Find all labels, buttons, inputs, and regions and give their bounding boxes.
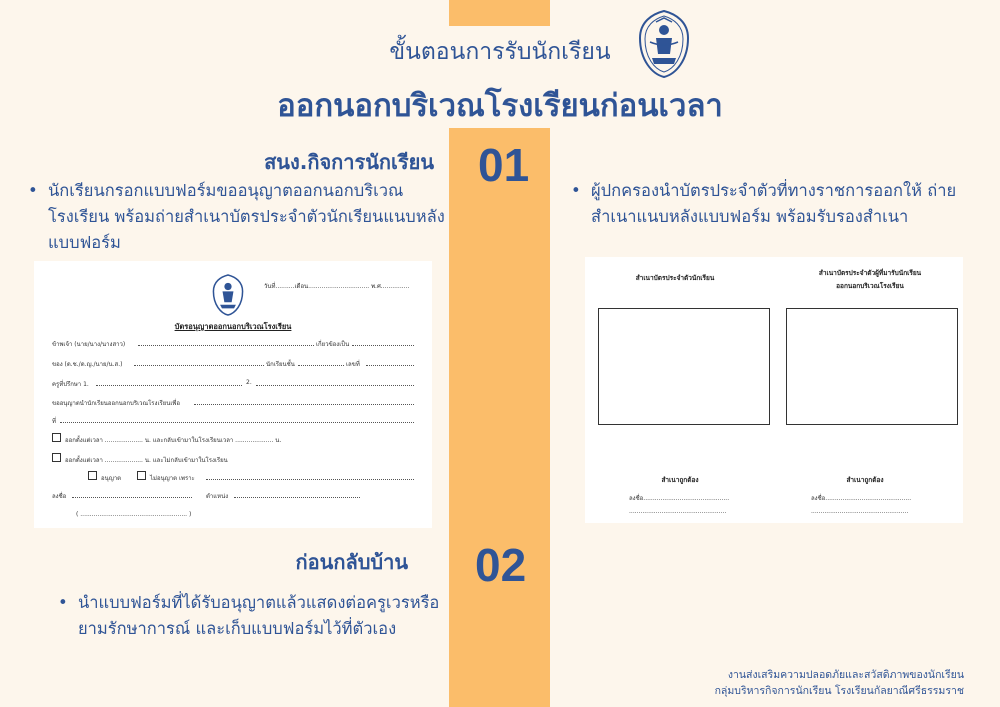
form-dotted-line: [96, 380, 242, 386]
form-dotted-line: [256, 380, 414, 386]
page-title: ออกนอกบริเวณโรงเรียนก่อนเวลา: [277, 88, 723, 124]
step-1-instruction-text: นักเรียนกรอกแบบฟอร์มขออนุญาตออกนอกบริเวณโรงเรียน พร้อมถ่ายสำเนาบัตรประจำตัวนักเรียนแนบหลังแบบฟอร์ม: [48, 181, 445, 252]
form-dotted-line: [134, 360, 264, 366]
page-subtitle: ขั้นตอนการรับนักเรียน: [389, 39, 611, 65]
form-field-label: ข้าพเจ้า (นาย/นาง/นางสาว): [52, 341, 126, 348]
accent-stripe-top: [449, 0, 550, 26]
sign-line-left: ลงชื่อ.............................................: [629, 495, 730, 502]
form-field-label: นักเรียนชั้น: [266, 361, 295, 368]
step-2-heading: ก่อนกลับบ้าน: [295, 550, 408, 574]
copy-label-guardian-1: สำเนาบัตรประจำตัวผู้ที่มารับนักเรียน: [818, 269, 922, 277]
bullet-icon: •: [58, 593, 68, 612]
accent-stripe: [449, 128, 550, 707]
form-title: บัตรอนุญาตออกนอกบริเวณโรงเรียน: [174, 322, 292, 331]
form-deny-label: ไม่อนุญาต เพราะ: [150, 475, 195, 482]
bullet-icon: •: [28, 181, 38, 200]
copy-label-guardian-2: ออกนอกบริเวณโรงเรียน: [836, 282, 904, 290]
bullet-icon: •: [571, 181, 581, 200]
form-field-label: 2.: [246, 379, 252, 386]
form-position-label: ตำแหน่ง: [206, 493, 229, 500]
form-date-line: วันที่..........เดือน................................ พ.ศ...............: [264, 283, 410, 290]
form-field-label: ครูที่ปรึกษา 1.: [52, 381, 89, 388]
step-1-instruction-right-text: ผู้ปกครองนำบัตรประจำตัวที่ทางราชการออกให้ ถ่ายสำเนาแนบหลังแบบฟอร์ม พร้อมรับรองสำเนา: [591, 181, 957, 226]
step-1-heading: สนง.กิจการนักเรียน: [264, 150, 434, 174]
sign-line-right: ลงชื่อ.............................................: [811, 495, 912, 502]
form-dotted-line: [194, 399, 414, 405]
form-dotted-line: [72, 492, 192, 498]
form-dotted-line: [298, 360, 344, 366]
name-line-right: ...................................................: [811, 508, 909, 515]
name-line-left: ...................................................: [629, 508, 727, 515]
form-approve-label: อนุญาต: [101, 475, 122, 482]
checkbox-return[interactable]: [52, 433, 61, 442]
form-field-label: ขออนุญาตนำนักเรียนออกนอกบริเวณโรงเรียนเพื่อ: [52, 400, 180, 407]
step-number-1: 01: [478, 139, 530, 191]
form-dotted-line: [138, 340, 314, 346]
certify-label-right: สำเนาถูกต้อง: [846, 476, 884, 484]
checkbox-deny[interactable]: [137, 471, 146, 480]
school-emblem-icon: [636, 8, 692, 80]
form-dotted-line: [352, 340, 414, 346]
school-emblem-icon: [211, 273, 245, 317]
form-dotted-line: [366, 360, 414, 366]
form-dotted-line: [60, 417, 414, 423]
form-field-label: ของ (ด.ช./ด.ญ./นาย/น.ส.): [52, 361, 123, 368]
form-sign-label: ลงชื่อ: [52, 493, 67, 500]
form-dotted-line: [234, 492, 360, 498]
checkbox-approve[interactable]: [88, 471, 97, 480]
checkbox-no-return[interactable]: [52, 453, 61, 462]
step-2-instruction-text: นำแบบฟอร์มที่ได้รับอนุญาตแล้วแสดงต่อครูเวรหรือยามรักษาการณ์ และเก็บแบบฟอร์มไว้ที่ตัวเอง: [78, 593, 440, 638]
copy-label-student: สำเนาบัตรประจำตัวนักเรียน: [635, 274, 715, 282]
id-copy-form-image: [585, 257, 963, 523]
form-option-return: ออกตั้งแต่เวลา .................... น. และกลับเข้ามาในโรงเรียนเวลา .................... น.: [65, 437, 282, 444]
footer-school: กลุ่มบริหารกิจการนักเรียน โรงเรียนกัลยาณีศรีธรรมราช: [714, 685, 964, 697]
form-dotted-line: [206, 474, 414, 480]
guardian-id-copy-box: [786, 308, 958, 425]
step-1-instruction: [28, 178, 448, 256]
form-field-label: เกี่ยวข้องเป็น: [316, 341, 350, 348]
form-option-no-return: ออกตั้งแต่เวลา .................... น. และไม่กลับเข้ามาในโรงเรียน: [65, 457, 228, 464]
form-field-label: เลขที่: [346, 361, 360, 368]
footer-department: งานส่งเสริมความปลอดภัยและสวัสดิภาพของนักเรียน: [727, 669, 964, 681]
step-number-2: 02: [475, 539, 527, 591]
step-2-instruction: [58, 590, 448, 642]
certify-label-left: สำเนาถูกต้อง: [661, 476, 699, 484]
step-1-instruction-right: [571, 178, 991, 230]
permission-form-image: [34, 261, 432, 528]
student-id-copy-box: [598, 308, 770, 425]
form-field-label: ที่: [52, 418, 56, 425]
form-sign-name: ( ........................................................ ): [76, 511, 192, 518]
